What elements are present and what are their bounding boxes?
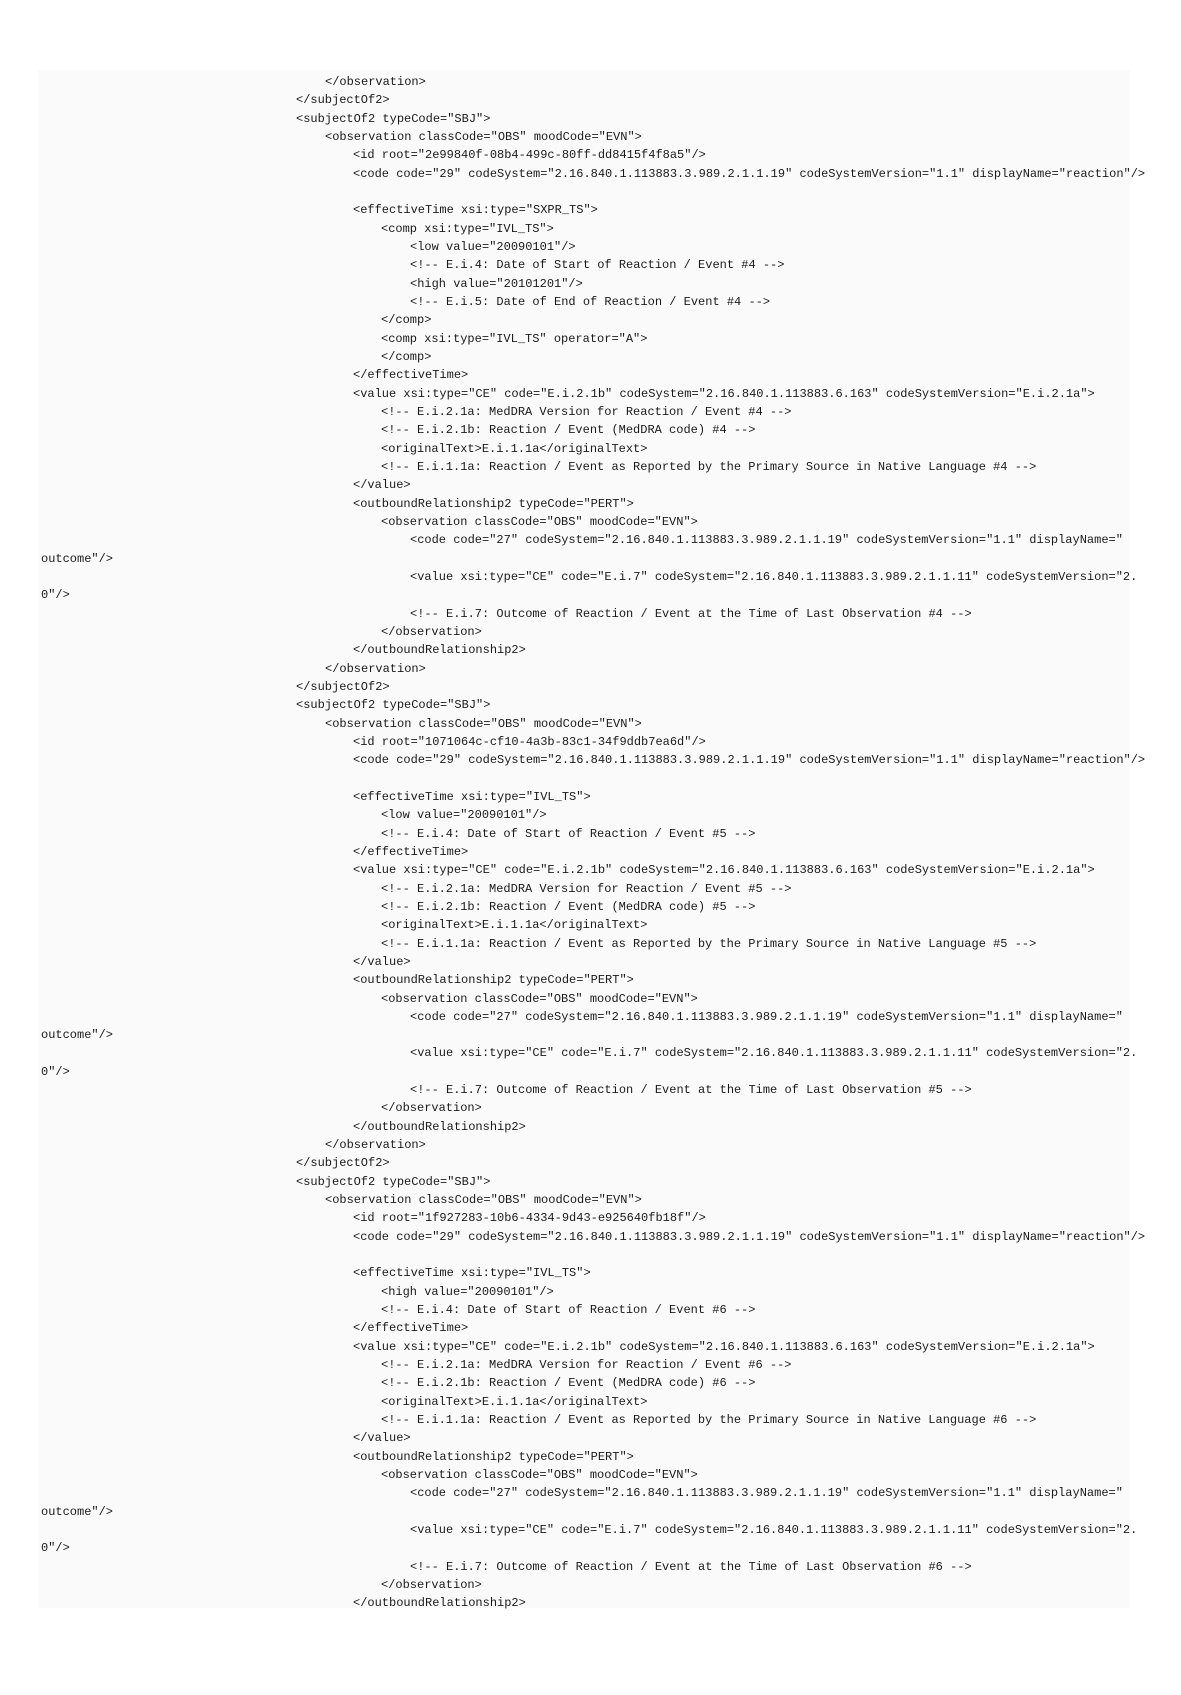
xml-code-line: outcome"/> bbox=[41, 1028, 114, 1043]
xml-code-line: <code code="29" codeSystem="2.16.840.1.113883.3.989.2.1.1.19" codeSystemVersion="1.1" displayName="reaction"/> bbox=[353, 753, 1146, 768]
xml-code-line: <id root="1f927283-10b6-4334-9d43-e925640fb18f"/> bbox=[353, 1211, 706, 1226]
xml-code-line: </effectiveTime> bbox=[353, 368, 469, 383]
xml-code-line: </effectiveTime> bbox=[353, 1321, 469, 1336]
xml-code-line: <observation classCode="OBS" moodCode="EVN"> bbox=[325, 129, 642, 144]
xml-code-line: </subjectOf2> bbox=[296, 679, 390, 694]
xml-code-line: </observation> bbox=[325, 1138, 426, 1153]
xml-code-line: <outboundRelationship2 typeCode="PERT"> bbox=[353, 496, 634, 511]
xml-code-line: <!-- E.i.1.1a: Reaction / Event as Reported by the Primary Source in Native Language #4 --> bbox=[381, 459, 1037, 474]
xml-code-line: </comp> bbox=[381, 349, 432, 364]
xml-code-line: <!-- E.i.1.1a: Reaction / Event as Reported by the Primary Source in Native Language #5 --> bbox=[381, 936, 1037, 951]
xml-code-line: <subjectOf2 typeCode="SBJ"> bbox=[296, 1174, 491, 1189]
xml-code-line: <subjectOf2 typeCode="SBJ"> bbox=[296, 698, 491, 713]
xml-code-line: <!-- E.i.2.1a: MedDRA Version for Reaction / Event #5 --> bbox=[381, 881, 792, 896]
xml-code-line: <!-- E.i.4: Date of Start of Reaction / Event #6 --> bbox=[381, 1303, 756, 1318]
xml-code-line: <!-- E.i.2.1b: Reaction / Event (MedDRA code) #5 --> bbox=[381, 899, 756, 914]
xml-code-line: <!-- E.i.5: Date of End of Reaction / Event #4 --> bbox=[410, 294, 771, 309]
xml-code-line: <id root="2e99840f-08b4-499c-80ff-dd8415f4f8a5"/> bbox=[353, 148, 706, 163]
xml-code-line: <subjectOf2 typeCode="SBJ"> bbox=[296, 111, 491, 126]
xml-code-line: </observation> bbox=[325, 75, 426, 89]
xml-code-line: </outboundRelationship2> bbox=[353, 643, 526, 658]
xml-code-line: outcome"/> bbox=[41, 551, 114, 566]
xml-code-line: <!-- E.i.2.1b: Reaction / Event (MedDRA code) #6 --> bbox=[381, 1376, 756, 1391]
xml-code-line: <!-- E.i.7: Outcome of Reaction / Event at the Time of Last Observation #6 --> bbox=[410, 1559, 972, 1574]
xml-code-line: <value xsi:type="CE" code="E.i.2.1b" codeSystem="2.16.840.1.113883.6.163" codeSystemVersion="E.i.2.1a"> bbox=[353, 1339, 1095, 1354]
xml-code-line: <code code="27" codeSystem="2.16.840.1.113883.3.989.2.1.1.19" codeSystemVersion="1.1" displayName=" bbox=[410, 1009, 1123, 1024]
xml-code-line: <outboundRelationship2 typeCode="PERT"> bbox=[353, 1449, 634, 1464]
xml-code-line: <observation classCode="OBS" moodCode="EVN"> bbox=[325, 716, 642, 731]
xml-code-line: <observation classCode="OBS" moodCode="EVN"> bbox=[381, 991, 698, 1006]
xml-code-line: <originalText>E.i.1.1a</originalText> bbox=[381, 1394, 648, 1409]
xml-code-line: <originalText>E.i.1.1a</originalText> bbox=[381, 441, 648, 456]
xml-code-line: </observation> bbox=[325, 661, 426, 676]
xml-code-line: 0"/> bbox=[41, 1064, 70, 1079]
xml-code-line: <comp xsi:type="IVL_TS" operator="A"> bbox=[381, 331, 648, 346]
xml-code-line: </observation> bbox=[381, 1578, 482, 1593]
xml-code-line: <!-- E.i.7: Outcome of Reaction / Event at the Time of Last Observation #4 --> bbox=[410, 606, 972, 621]
xml-code-line: <code code="27" codeSystem="2.16.840.1.113883.3.989.2.1.1.19" codeSystemVersion="1.1" displayName=" bbox=[410, 1486, 1123, 1501]
xml-code-line: </subjectOf2> bbox=[296, 93, 390, 108]
xml-code-line: </subjectOf2> bbox=[296, 1156, 390, 1171]
xml-code-line: <value xsi:type="CE" code="E.i.2.1b" codeSystem="2.16.840.1.113883.6.163" codeSystemVersion="E.i.2.1a"> bbox=[353, 863, 1095, 878]
xml-code-line: <!-- E.i.2.1a: MedDRA Version for Reaction / Event #4 --> bbox=[381, 404, 792, 419]
xml-code-line: </value> bbox=[353, 478, 411, 493]
xml-code-line: <!-- E.i.4: Date of Start of Reaction / Event #4 --> bbox=[410, 258, 785, 273]
xml-code-line: <originalText>E.i.1.1a</originalText> bbox=[381, 918, 648, 933]
xml-code-line: <value xsi:type="CE" code="E.i.7" codeSystem="2.16.840.1.113883.3.989.2.1.1.11" codeSystemVersion="2. bbox=[410, 1523, 1138, 1538]
xml-code-line: </value> bbox=[353, 1431, 411, 1446]
xml-code-line: 0"/> bbox=[41, 588, 70, 603]
xml-code-line: <outboundRelationship2 typeCode="PERT"> bbox=[353, 973, 634, 988]
xml-code-line: <low value="20090101"/> bbox=[381, 808, 547, 823]
xml-code-line: <value xsi:type="CE" code="E.i.7" codeSystem="2.16.840.1.113883.3.989.2.1.1.11" codeSystemVersion="2. bbox=[410, 569, 1138, 584]
xml-code-line: <effectiveTime xsi:type="SXPR_TS"> bbox=[353, 203, 598, 218]
xml-code-line: <effectiveTime xsi:type="IVL_TS"> bbox=[353, 789, 591, 804]
xml-code-line: <code code="27" codeSystem="2.16.840.1.113883.3.989.2.1.1.19" codeSystemVersion="1.1" displayName=" bbox=[410, 533, 1123, 548]
xml-code-line: outcome"/> bbox=[41, 1504, 114, 1519]
xml-code-line: <value xsi:type="CE" code="E.i.2.1b" codeSystem="2.16.840.1.113883.6.163" codeSystemVersion="E.i.2.1a"> bbox=[353, 386, 1095, 401]
xml-code-line: <observation classCode="OBS" moodCode="EVN"> bbox=[381, 514, 698, 529]
xml-code-line: </effectiveTime> bbox=[353, 844, 469, 859]
xml-code-line: <high value="20101201"/> bbox=[410, 276, 583, 291]
xml-code-line: <observation classCode="OBS" moodCode="EVN"> bbox=[381, 1468, 698, 1483]
xml-code-line: <low value="20090101"/> bbox=[410, 239, 576, 254]
xml-code-line: <code code="29" codeSystem="2.16.840.1.113883.3.989.2.1.1.19" codeSystemVersion="1.1" displayName="reaction"/> bbox=[353, 166, 1146, 181]
xml-code-line: 0"/> bbox=[41, 1541, 70, 1556]
xml-code-line: <high value="20090101"/> bbox=[381, 1284, 554, 1299]
xml-code-line: <!-- E.i.2.1a: MedDRA Version for Reaction / Event #6 --> bbox=[381, 1358, 792, 1373]
xml-code-line: <value xsi:type="CE" code="E.i.7" codeSystem="2.16.840.1.113883.3.989.2.1.1.11" codeSystemVersion="2. bbox=[410, 1046, 1138, 1061]
xml-code-line: </comp> bbox=[381, 313, 432, 328]
xml-code-line: <!-- E.i.2.1b: Reaction / Event (MedDRA code) #4 --> bbox=[381, 423, 756, 438]
xml-code-line: <observation classCode="OBS" moodCode="EVN"> bbox=[325, 1193, 642, 1208]
xml-code-line: <!-- E.i.4: Date of Start of Reaction / Event #5 --> bbox=[381, 826, 756, 841]
xml-code-line: </observation> bbox=[381, 624, 482, 639]
xml-code-line: </value> bbox=[353, 954, 411, 969]
xml-code-line: <code code="29" codeSystem="2.16.840.1.113883.3.989.2.1.1.19" codeSystemVersion="1.1" displayName="reaction"/> bbox=[353, 1229, 1146, 1244]
xml-code-line: </outboundRelationship2> bbox=[353, 1119, 526, 1134]
xml-code-line: </outboundRelationship2> bbox=[353, 1596, 526, 1611]
xml-code-line: <effectiveTime xsi:type="IVL_TS"> bbox=[353, 1266, 591, 1281]
xml-code-line: </observation> bbox=[381, 1101, 482, 1116]
xml-code-line: <comp xsi:type="IVL_TS"> bbox=[381, 221, 554, 236]
xml-code-line: <!-- E.i.7: Outcome of Reaction / Event at the Time of Last Observation #5 --> bbox=[410, 1083, 972, 1098]
xml-code-line: <id root="1071064c-cf10-4a3b-83c1-34f9ddb7ea6d"/> bbox=[353, 734, 706, 749]
xml-code-line: <!-- E.i.1.1a: Reaction / Event as Reported by the Primary Source in Native Language #6 --> bbox=[381, 1413, 1037, 1428]
